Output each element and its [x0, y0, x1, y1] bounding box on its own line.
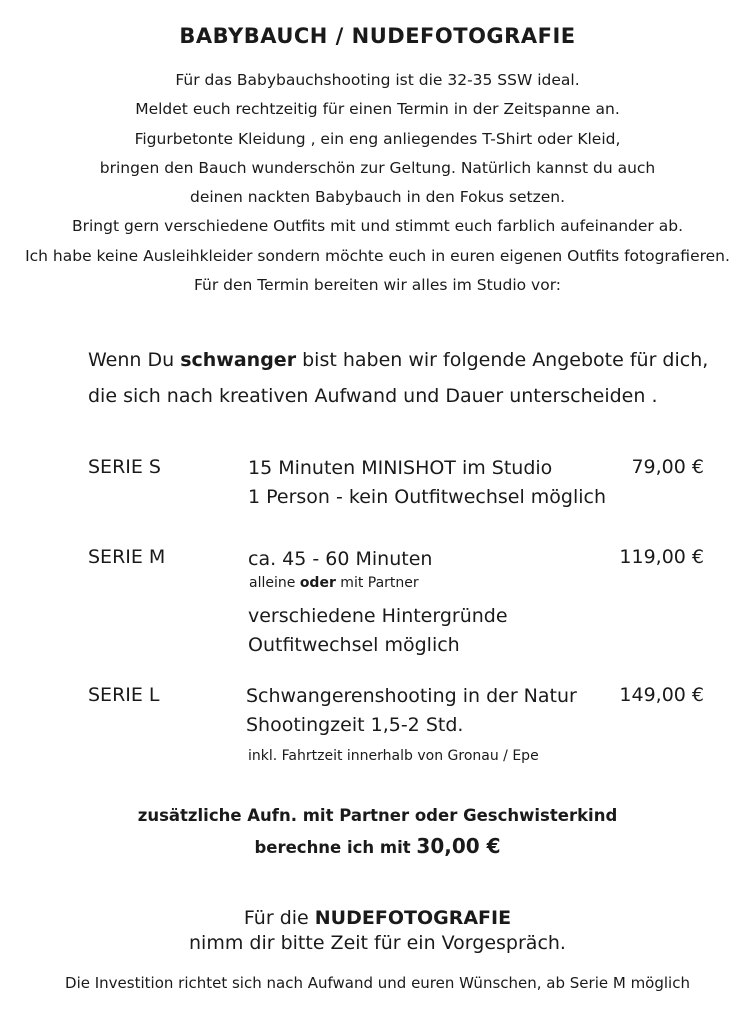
- extra-line-2: [0, 831, 755, 863]
- series-m-line: ca. 45 - 60 Minuten: [248, 548, 433, 570]
- extra-line-1: zusätzliche Aufn. mit Partner oder Geschwisterkind: [137, 806, 618, 825]
- series-s-name: SERIE S: [88, 456, 161, 478]
- series-m-details: [248, 602, 508, 660]
- intro-line: deinen nackten Babybauch in den Fokus setzen.: [189, 188, 566, 207]
- series-l-line: Shootingzeit 1,5-2 Std.: [246, 714, 464, 736]
- series-l-price: 149,00 €: [619, 684, 704, 706]
- extra-price: 30,00 €: [416, 834, 501, 858]
- series-s-price: 79,00 €: [631, 456, 704, 478]
- nude-title-emphasis: NUDEFOTOGRAFIE: [314, 907, 512, 929]
- series-s-line: 15 Minuten MINISHOT im Studio: [248, 457, 553, 479]
- series-m-note: [249, 575, 419, 591]
- intro-line: Figurbetonte Kleidung , ein eng anliegendes T-Shirt oder Kleid,: [134, 129, 621, 148]
- offers-intro: [88, 342, 708, 414]
- series-m-price: 119,00 €: [619, 546, 704, 568]
- series-l-details: [246, 682, 577, 740]
- intro-line: Bringt gern verschiedene Outfits mit und stimmt euch farblich aufeinander ab.: [71, 217, 684, 236]
- offers-intro-line-2: die sich nach kreativen Aufwand und Dauer unterscheiden .: [88, 385, 658, 407]
- nude-title-text: Für die: [243, 907, 315, 929]
- series-l-note: inkl. Fahrtzeit innerhalb von Gronau / Epe: [248, 748, 539, 764]
- offers-intro-emphasis: schwanger: [180, 349, 297, 371]
- series-s-line: 1 Person - kein Outfitwechsel möglich: [248, 486, 607, 508]
- nude-title: [0, 904, 755, 932]
- intro-paragraph: [0, 66, 755, 300]
- series-l-line: Schwangerenshooting in der Natur: [246, 685, 577, 707]
- series-m-note-text: mit Partner: [335, 575, 419, 591]
- intro-line: bringen den Bauch wunderschön zur Geltung. Natürlich kannst du auch: [99, 158, 656, 177]
- series-m-line: verschiedene Hintergründe: [248, 605, 508, 627]
- series-l-name: SERIE L: [88, 684, 160, 706]
- nude-line: nimm dir bitte Zeit für ein Vorgespräch.: [189, 932, 566, 954]
- extra-text: berechne ich mit: [254, 838, 417, 857]
- intro-line: Für das Babybauchshooting ist die 32-35 SSW ideal.: [175, 71, 580, 89]
- nude-investment-note: Die Investition richtet sich nach Aufwand und euren Wünschen, ab Serie M möglich: [65, 974, 690, 992]
- offers-intro-text: Wenn Du: [88, 349, 181, 371]
- series-m-line: Outfitwechsel möglich: [248, 634, 460, 656]
- intro-line: Meldet euch rechtzeitig für einen Termin in der Zeitspanne an.: [135, 100, 620, 119]
- series-m-note-emphasis: oder: [299, 575, 336, 591]
- page-title: BABYBAUCH / NUDEFOTOGRAFIE: [179, 24, 576, 48]
- extra-note: [0, 800, 755, 863]
- offers-intro-line-1: [88, 342, 708, 378]
- series-s-details: [248, 454, 606, 512]
- series-m-note-text: alleine: [249, 575, 300, 591]
- offers-intro-text: bist haben wir folgende Angebote für dich,: [296, 349, 709, 371]
- series-m-name: SERIE M: [88, 546, 166, 568]
- intro-line: Für den Termin bereiten wir alles im Studio vor:: [193, 276, 562, 295]
- intro-line: Ich habe keine Ausleihkleider sondern möchte euch in euren eigenen Outfits fotografieren.: [25, 246, 730, 265]
